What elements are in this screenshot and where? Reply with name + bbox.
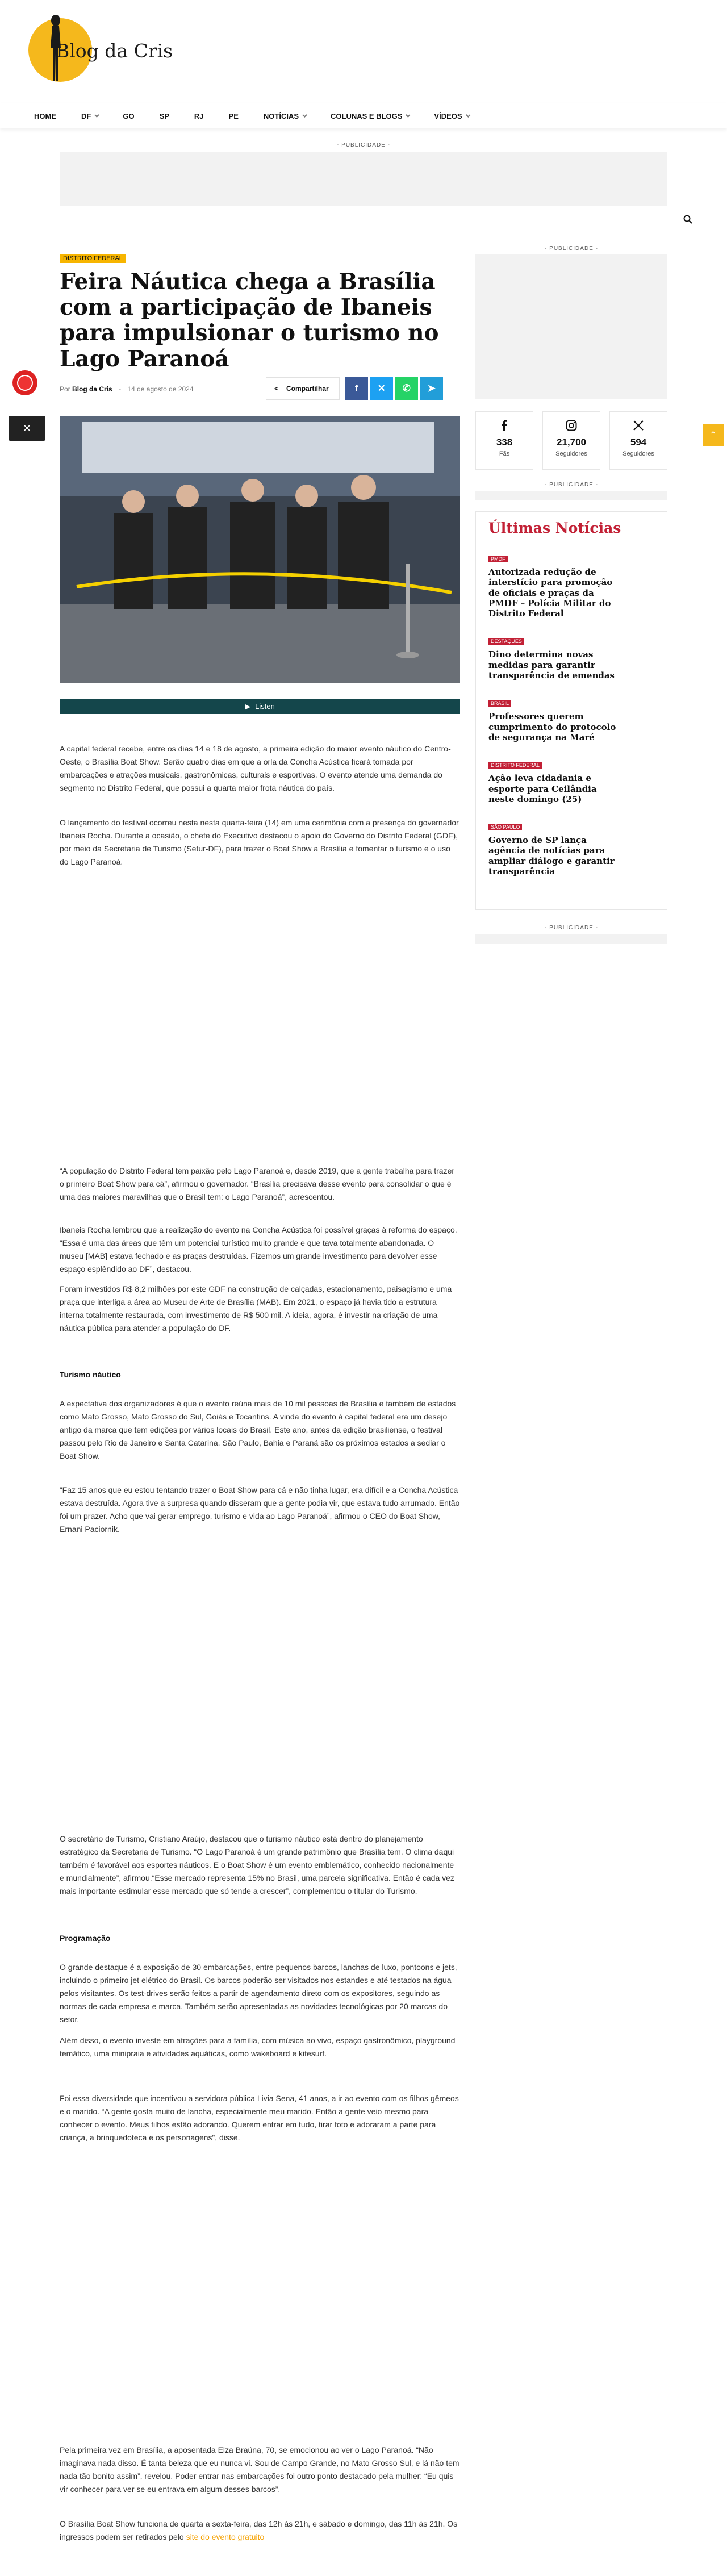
nav-item-label: GO [123, 111, 135, 120]
nav-menu [34, 103, 494, 128]
chevron-down-icon [95, 112, 99, 117]
social-stats [475, 411, 667, 470]
x-label: Seguidores [622, 450, 654, 457]
latest-news-title: Últimas Notícias [488, 520, 621, 536]
article-paragraph: A expectativa dos organizadores é que o evento reúna mais de 10 mil pessoas de Brasília e também de estados como Mato Grosso, Mato Grosso do Sul, Goiás e Tocantins. A vinda do evento à capital federal era um desejo antigo da marca que tem edições por vários locais do Brasil. Este ano, antes da edição brasiliense, o festival passou pelo Rio de Janeiro e Santa Catarina. São Paulo, Bahia e Paraná são os próximos estados a sediar o Boat Show. [60, 1399, 456, 1461]
event-site-link[interactable]: site do evento gratuito [186, 2532, 265, 2542]
news-headline[interactable]: Governo de SP lança agência de notícias para ampliar diálogo e garantir transparência [488, 835, 615, 877]
nav-item-label: RJ [194, 111, 204, 120]
notification-bell-button[interactable] [12, 370, 37, 395]
byline-prefix: Por [60, 385, 70, 393]
nav-item-label: PE [228, 111, 239, 120]
article-paragraph: A capital federal recebe, entre os dias 14 e 18 de agosto, a primeira edição do maior evento náutico do Centro-Oeste, o Brasília Boat Show. Serão quatro dias em que a orla da Concha Acústica ficará tomada por embarcações e atrações musicais, gastronômicas, culturais e esportivas. O evento atende uma demanda do segmento no Distrito Federal, que possui a quarta maior frota náutica do país. [60, 744, 451, 793]
news-item[interactable] [488, 636, 654, 680]
ad-banner-top[interactable] [60, 152, 667, 206]
article-paragraph: O lançamento do festival ocorreu nesta nesta quarta-feira (14) em uma cerimônia com a presença do governador Ibaneis Rocha. Durante a ocasião, o chefe do Executivo destacou o apoio do Governo do Distrito Federal (GDF), por meio da Secretaria de Turismo (Setur-DF), para trazer o Boat Show a Brasília e fomentar o turismo e o uso do Lago Paranoá. [60, 818, 459, 867]
category-badge[interactable]: DISTRITO FEDERAL [60, 254, 126, 263]
article-paragraph: Ibaneis Rocha lembrou que a realização do evento na Concha Acústica foi possível graças à reforma do espaço. “Essa é uma das áreas que têm um potencial turístico muito grande e que tava totalmente abandonada. O museu [MAB] estava fechado e as praças destruídas. Fizemos um grande investimento para devolver esse espaço esplêndido ao DF”, destacou. [60, 1225, 457, 1274]
instagram-stat[interactable] [542, 411, 600, 470]
facebook-label: Fãs [499, 450, 510, 457]
nav-item-go[interactable] [123, 112, 134, 120]
news-headline[interactable]: Professores querem cumprimento do protocolo de segurança na Maré [488, 711, 616, 742]
news-category-badge[interactable]: BRASIL [488, 700, 511, 707]
hero-photo-illustration [60, 416, 460, 683]
nav-item-pe[interactable] [229, 112, 239, 120]
share-icon: < [274, 385, 279, 393]
chevron-down-icon [466, 112, 470, 117]
author-link[interactable]: Blog da Cris [72, 385, 112, 393]
facebook-share-icon[interactable]: f [345, 377, 368, 400]
share-button[interactable] [266, 377, 340, 400]
nav-item-label: HOME [34, 111, 56, 120]
nav-item-rj[interactable] [194, 112, 204, 120]
play-icon: ▶ [245, 702, 251, 711]
article-paragraph: Além disso, o evento investe em atrações para a família, com música ao vivo, espaço gastronômico, playground temático, uma minipraia e atividades aquáticas, como wakeboard e kitesurf. [60, 2036, 456, 2059]
nav-item-sp[interactable] [160, 112, 169, 120]
latest-news-list [488, 553, 654, 876]
ad-box-sidebar-3[interactable] [475, 934, 667, 944]
nav-item-label: NOTÍCIAS [263, 111, 299, 120]
news-item[interactable] [488, 553, 654, 619]
search-icon[interactable] [683, 215, 692, 224]
nav-item-label: VÍDEOS [434, 111, 462, 120]
article-title: Feira Náutica chega a Brasília com a participação de Ibaneis para impulsionar o turismo no Lago Paranoá [60, 269, 439, 372]
ad-box-sidebar[interactable] [475, 254, 667, 399]
x-count: 594 [630, 437, 647, 448]
ad-box-sidebar-2[interactable] [475, 491, 667, 500]
facebook-count: 338 [496, 437, 513, 448]
chevron-down-icon [406, 112, 411, 117]
nav-item-not-cias[interactable] [264, 112, 306, 120]
site-name: Blog da Cris [56, 40, 173, 62]
news-category-badge[interactable]: PMDF [488, 556, 508, 562]
site-logo[interactable] [23, 12, 173, 92]
article-paragraph: O secretário de Turismo, Cristiano Araújo, destacou que o turismo náutico está dentro do planejamento estratégico da Secretaria de Turismo. “O Lago Paranoá é um grande patrimônio que Brasília tem. O clima daqui também é favorável aos esportes náuticos. E o Boat Show é um evento emblemático, conhecido nacionalmente e mundialmente”, afirmou.“Esse mercado representa 15% no Brasil, uma parcela significativa. Então é cada vez mais importante estimular esse mercado que só tende a crescer”, complementou o titular do Turismo. [60, 1834, 454, 1896]
article-paragraph: Foram investidos R$ 8,2 milhões por este GDF na construção de calçadas, estacionamento, paisagismo e uma praça que interliga a área ao Museu de Arte de Brasília (MAB). Em 2021, o espaço já havia tido a estrutura interna totalmente restaurada, com investimento de R$ 500 mil. A ideia, agora, é investir na criação de uma náutica pública para atender a população do DF. [60, 1284, 452, 1333]
telegram-share-icon[interactable]: ➤ [420, 377, 443, 400]
instagram-icon [566, 420, 577, 431]
article-paragraph: “A população do Distrito Federal tem paixão pelo Lago Paranoá e, desde 2019, que a gente trabalha para trazer o primeiro Boat Show para cá”, afirmou o governador. “Brasília precisava desse evento para consolidar o que é uma das maiores maravilhas que o Brasil tem: o Lago Paranoá”, acrescentou. [60, 1166, 455, 1202]
nav-item-label: SP [159, 111, 169, 120]
scroll-top-button[interactable] [703, 424, 724, 446]
x-icon [633, 420, 644, 431]
subheading: Programação [60, 1934, 111, 1943]
nav-item-colunas-e-blogs[interactable] [331, 112, 409, 120]
nav-item-home[interactable] [34, 112, 56, 120]
article-paragraph: “Faz 15 anos que eu estou tentando trazer o Boat Show para cá e não tinha lugar, era difícil e a Concha Acústica estava destruída. Agora tive a surpresa quando disseram que a gente podia vir, que estava tudo arrumado. Então foi um prazer. Acho que vai gerar emprego, turismo e vida ao Lago Paranoá”, afirmou o CEO do Boat Show, Ernani Paciornik. [60, 1485, 460, 1534]
news-headline[interactable]: Dino determina novas medidas para garantir transparência de emendas [488, 649, 615, 681]
article-paragraph: O grande destaque é a exposição de 30 embarcações, entre pequenos barcos, lanchas de luxo, pontoons e jets, incluindo o primeiro jet elétrico do Brasil. Os barcos poderão ser visitados nos estandes e até testados na água pelos visitantes. Os test-drives serão feitos a partir de agendamento direto com os expositores, seguindo as normas de cada empresa e marca. Também serão apresentadas as novidades tecnológicas por 20 marcas do setor. [60, 1963, 457, 2024]
article-hero-image [60, 416, 460, 683]
nav-item-v-deos[interactable] [434, 112, 469, 120]
news-category-badge[interactable]: SÃO PAULO [488, 824, 522, 830]
article-date: 14 de agosto de 2024 [127, 385, 194, 393]
instagram-count: 21,700 [557, 437, 586, 448]
ad-label-top: - PUBLICIDADE - [337, 142, 390, 148]
listen-button[interactable] [60, 699, 460, 714]
latest-news-widget [475, 511, 667, 910]
instagram-label: Seguidores [555, 450, 587, 457]
chevron-down-icon [302, 112, 307, 117]
x-stat[interactable] [609, 411, 667, 470]
news-item[interactable] [488, 698, 654, 742]
close-floating-button[interactable]: ✕ [9, 416, 45, 441]
nav-item-label: DF [81, 111, 91, 120]
facebook-icon [499, 420, 510, 431]
facebook-stat[interactable] [475, 411, 533, 470]
news-headline[interactable]: Autorizada redução de interstício para promoção de oficiais e praças da PMDF – Polícia Militar do Distrito Federal [488, 567, 613, 619]
bell-icon [17, 375, 33, 391]
nav-item-label: COLUNAS E BLOGS [331, 111, 403, 120]
news-category-badge[interactable]: DESTAQUES [488, 638, 524, 645]
ad-label-sidebar: - PUBLICIDADE - [545, 245, 598, 252]
news-item[interactable] [488, 821, 654, 876]
x-share-icon[interactable]: ✕ [370, 377, 393, 400]
share-label: Compartilhar [286, 385, 329, 393]
whatsapp-share-icon[interactable]: ✆ [395, 377, 418, 400]
ad-label-sidebar-2: - PUBLICIDADE - [545, 482, 598, 488]
byline [60, 385, 194, 393]
ad-label-sidebar-3: - PUBLICIDADE - [545, 925, 598, 931]
article-paragraph: Pela primeira vez em Brasília, a aposentada Elza Braúna, 70, se emocionou ao ver o Lago Paranoá. “Não imaginava nada disso. É tanta beleza que eu nunca vi. Sou de Campo Grande, no Mato Grosso Sul, e lá não tem nada tão bonito assim”, revelou. Poder entrar nas embarcações foi outro ponto destacado pela mulher: “Eu quis vir conhecer para ver se eu entrava em algum desses barcos”. [60, 2445, 459, 2494]
listen-label: Listen [255, 702, 275, 711]
article-paragraph: Foi essa diversidade que incentivou a servidora pública Livia Sena, 41 anos, a ir ao evento com os filhos gêmeos e o marido. “A gente gosta muito de lancha, especialmente meu marido. Então a gente veio mesmo para conhecer o evento. Meus filhos estão adorando. Querem entrar em tudo, tirar foto e adoraram a parte para criança, a brinquedoteca e os personagens”, disse. [60, 2094, 459, 2143]
share-bar [266, 376, 443, 401]
main-navigation [0, 103, 727, 128]
chevron-up-icon: ⌃ [709, 431, 717, 440]
news-category-badge[interactable]: DISTRITO FEDERAL [488, 762, 542, 769]
paragraph-text: O Brasília Boat Show funciona de quarta a sexta-feira, das 12h às 21h, e sábado e domingo, das 11h às 21h. Os ingressos podem ser retirados pelo [60, 2519, 458, 2542]
byline-separator: - [119, 385, 122, 393]
article-paragraph-last [60, 2517, 460, 2544]
subheading: Turismo náutico [60, 1370, 121, 1379]
news-item[interactable] [488, 759, 654, 804]
news-headline[interactable]: Ação leva cidadania e esporte para Ceilândia neste domingo (25) [488, 773, 597, 804]
nav-item-df[interactable] [81, 112, 98, 120]
